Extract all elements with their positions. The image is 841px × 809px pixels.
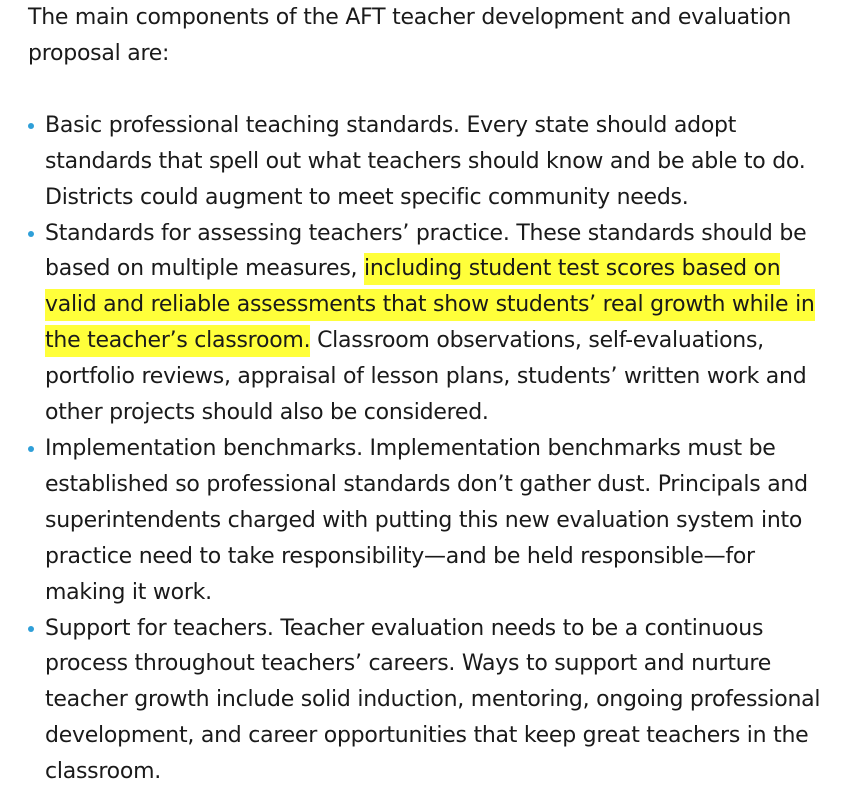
list-item-text: Implementation benchmarks. Implementation benchmarks must be established so professional standards don’t gather dust. Principals and superintendents charged with putting this new evaluation system into practice need to take responsibility—and be held responsible—for making it work. — [45, 435, 808, 605]
list-item-support-for-teachers — [28, 611, 833, 791]
list-item-assessment-standards — [28, 216, 833, 431]
component-list — [28, 108, 833, 790]
list-item-text: Support for teachers. Teacher evaluation needs to be a continuous process throughout teachers’ careers. Ways to support and nurture teacher growth include solid induction, mentoring, ongoing professional development, and career opportunities that keep great teachers in the classroom. — [45, 615, 821, 785]
list-item-implementation-benchmarks — [28, 431, 833, 611]
document-body — [28, 0, 833, 790]
bullet-icon — [28, 446, 34, 452]
highlighted-text: including student test scores based on valid and reliable assessments that show students’ real growth while in the teacher’s classroom. — [45, 253, 815, 357]
bullet-icon — [28, 123, 34, 129]
bullet-icon — [28, 231, 34, 237]
list-item-teaching-standards — [28, 108, 833, 216]
list-item-text-before-highlight: Standards for assessing teachers’ practice. These standards should be based on multiple measures, — [45, 220, 807, 282]
bullet-icon — [28, 626, 34, 632]
list-item-text: Basic professional teaching standards. Every state should adopt standards that spell out what teachers should know and be able to do. Districts could augment to meet specific community needs. — [45, 112, 806, 210]
list-item-text-after-highlight: Classroom observations, self-evaluations, portfolio reviews, appraisal of lesson plans, students’ written work and other projects should also be considered. — [45, 328, 807, 426]
paragraph-gap — [28, 72, 833, 108]
intro-paragraph: The main components of the AFT teacher development and evaluation proposal are: — [28, 5, 792, 66]
